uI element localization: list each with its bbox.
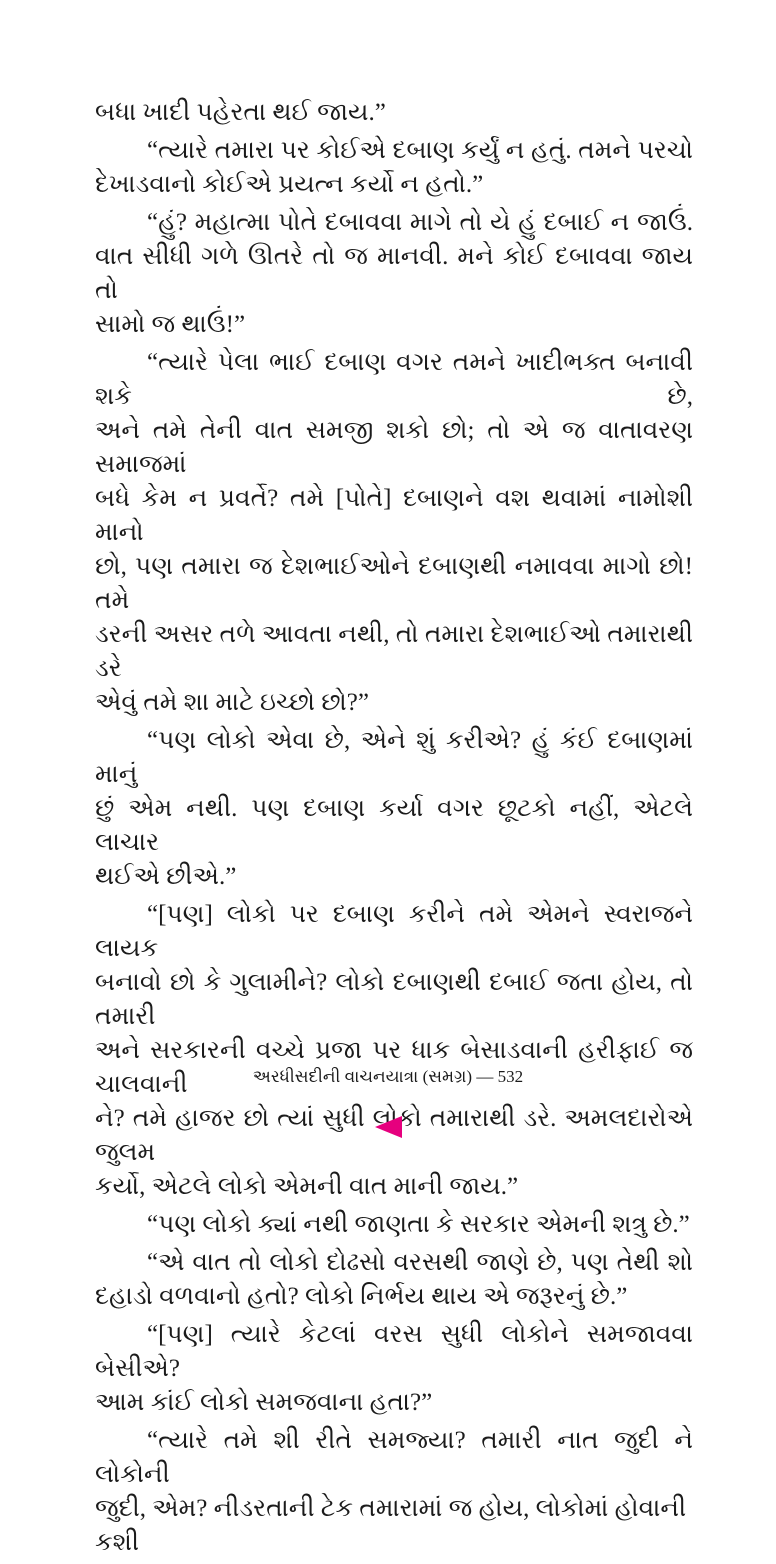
text-line: “હું? મહાત્મા પોતે દબાવવા માગે તો યે હું દબાઈ ન જાઉં.	[147, 209, 693, 236]
text-line: બધા ખાદી પહેરતા થઈ જાય.”	[95, 99, 386, 126]
text-line: “[પણ] ત્યારે કેટલાં વરસ સુધી લોકોને સમજાવવા બેસીએ?	[95, 1321, 693, 1382]
paragraph	[95, 96, 693, 130]
paragraph	[95, 134, 693, 202]
text-line: “પણ લોકો એવા છે, એને શું કરીએ? હું કંઈ દબાણમાં માનું	[95, 727, 693, 788]
paragraph	[95, 1208, 693, 1242]
text-line: ને? તમે હાજર છો ત્યાં સુધી લોકો તમારાથી ડરે. અમલદારોએ જુલમ	[95, 1105, 693, 1166]
paragraph	[95, 1318, 693, 1420]
page-footer	[0, 1066, 776, 1138]
paragraph	[95, 346, 693, 720]
text-line: અને તમે તેની વાત સમજી શકો છો; તો એ જ વાતાવરણ સમાજમાં	[95, 417, 693, 478]
text-line: “ત્યારે તમારા પર કોઈએ દબાણ કર્યું ન હતું. તમને પરચો	[147, 137, 693, 164]
text-line: આમ કાંઈ લોકો સમજવાના હતા?”	[95, 1389, 433, 1416]
paragraph	[95, 1424, 693, 1560]
text-line: ડરની અસર તળે આવતા નથી, તો તમારા દેશભાઈઓ તમારાથી ડરે	[95, 621, 693, 682]
paragraph	[95, 206, 693, 342]
running-footer-title: અરધીસદીની વાચનયાત્રા (સમગ્ર) — 532	[252, 1067, 524, 1086]
text-line: છો, પણ તમારા જ દેશભાઈઓને દબાણથી નમાવવા માગો છો! તમે	[95, 553, 693, 614]
text-line: થઈએ છીએ.”	[95, 863, 237, 890]
text-line: જુદી, એમ? નીડરતાની ટેક તમારામાં જ હોય, લોકોમાં હોવાની કશી	[95, 1495, 687, 1556]
text-line: અને સરકારની વચ્ચે પ્રજા પર ધાક બેસાડવાની હરીફાઈ જ ચાલવાની	[95, 1037, 693, 1098]
body-text	[95, 96, 693, 1564]
text-line: બનાવો છો કે ગુલામીને? લોકો દબાણથી દબાઈ જતા હોય, તો તમારી	[95, 969, 693, 1030]
text-line: દહાડો વળવાનો હતો? લોકો નિર્ભય થાય એ જરૂરનું છે.”	[95, 1283, 628, 1310]
text-line: બધે કેમ ન પ્રવર્તે? તમે [પોતે] દબાણને વશ થવામાં નામોશી માનો	[95, 485, 693, 546]
paragraph	[95, 898, 693, 1204]
previous-page-triangle-icon[interactable]	[375, 1116, 402, 1138]
text-line: દેખાડવાનો કોઈએ પ્રયત્ન કર્યો ન હતો.”	[95, 171, 484, 198]
text-line: “ત્યારે પેલા ભાઈ દબાણ વગર તમને ખાદીભક્ત બનાવી શકે છે,	[95, 349, 693, 410]
text-line: એવું તમે શા માટે ઇચ્છો છો?”	[95, 689, 369, 716]
paragraph	[95, 1246, 693, 1314]
text-line: વાત સીધી ગળે ઊતરે તો જ માનવી. મને કોઈ દબાવવા જાય તો	[95, 243, 693, 304]
text-line: “એ વાત તો લોકો દોઢસો વરસથી જાણે છે, પણ તેથી શો	[147, 1249, 693, 1276]
text-line: છું એમ નથી. પણ દબાણ કર્યા વગર છૂટકો નહીં, એટલે લાચાર	[95, 795, 693, 856]
text-line: સામો જ થાઉં!”	[95, 311, 246, 338]
text-line: “ત્યારે તમે શી રીતે સમજ્યા? તમારી નાત જુદી ને લોકોની	[95, 1427, 693, 1488]
text-line: “[પણ] લોકો પર દબાણ કરીને તમે એમને સ્વરાજને લાયક	[95, 901, 693, 962]
text-line: “પણ લોકો ક્યાં નથી જાણતા કે સરકાર એમની શત્રુ છે.”	[147, 1211, 690, 1238]
text-line: કર્યો, એટલે લોકો એમની વાત માની જાય.”	[95, 1173, 519, 1200]
paragraph	[95, 724, 693, 894]
